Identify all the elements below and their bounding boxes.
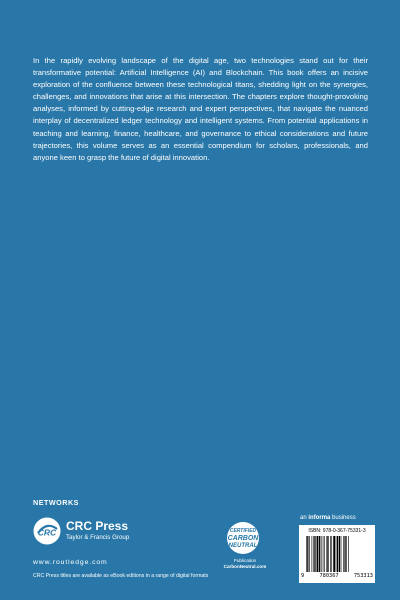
carbon-caption: Publication — [233, 558, 257, 563]
publisher-website: www.routledge.com — [33, 559, 108, 566]
informa-suffix: business — [332, 515, 356, 521]
barcode-bar — [331, 536, 332, 572]
barcode-bar — [323, 536, 324, 572]
barcode-bar — [324, 536, 325, 572]
barcode-bar — [321, 536, 322, 572]
barcode-bar — [337, 536, 338, 572]
book-description: In the rapidly evolving landscape of the digital age, two technologies stand out for their transformative potential: Artificial Intelligence (AI) and Blockchain. This book offers an incisive exploration of the confluence between these technological titans, shedding light on the synergies, challenges, and innovations that arise at this intersection. The chapters explore thought-provoking analyses, informed by cutting-edge research and expert perspectives, that navigate the nuanced interplay of decentralized ledger technology and intelligent systems. From potential applications in teaching and learning, finance, healthcare, and governance to ethical considerations and future trajectories, this volume serves as an essential compendium for scholars, professionals, and anyone keen to grasp the future of digital innovation. — [33, 56, 368, 162]
barcode-digit-group-1: 780367 — [319, 573, 339, 579]
informa-prefix: an — [300, 515, 307, 521]
barcode-bar — [306, 536, 307, 572]
barcode-bar — [328, 536, 329, 572]
carbon-badge-main: CARBON — [227, 535, 259, 542]
carbon-badge-top: CERTIFIED — [229, 528, 257, 534]
barcode-digit-group-2: 753313 — [353, 573, 373, 579]
carbon-url: CarbonNeutral.com — [223, 564, 267, 569]
informa-brand: informa — [308, 515, 331, 521]
series-label: NETWORKS — [33, 498, 79, 507]
barcode — [299, 525, 375, 583]
barcode-bar — [330, 536, 331, 572]
barcode-bar — [317, 536, 319, 572]
barcode-bar — [336, 536, 337, 572]
publisher-group: Taylor & Francis Group — [66, 534, 130, 541]
informa-tagline — [300, 515, 356, 521]
barcode-bar — [339, 536, 340, 572]
barcode-bar — [341, 536, 342, 572]
crc-logo-text: CRC — [37, 527, 57, 538]
barcode-digit-prefix: 9 — [301, 573, 305, 579]
barcode-bar — [315, 536, 316, 572]
barcode-bar — [343, 536, 344, 572]
barcode-bar — [344, 536, 345, 572]
barcode-bar — [319, 536, 320, 572]
publisher-name: CRC Press — [66, 519, 129, 533]
barcode-bar — [312, 536, 313, 572]
barcode-bar — [326, 536, 327, 572]
barcode-bar — [333, 536, 335, 572]
barcode-digits — [299, 573, 375, 579]
crc-logo-icon — [33, 517, 61, 545]
carbon-neutral-badge-icon — [226, 521, 260, 555]
barcode-bar — [307, 536, 308, 572]
ebook-note: CRC Press titles are available as eBook editions in a range of digital formats — [33, 573, 209, 579]
barcode-bar — [313, 536, 314, 572]
isbn-text: ISBN: 978-0-367-75331-3 — [308, 528, 366, 534]
barcode-bar — [348, 536, 349, 572]
barcode-bars-icon — [306, 536, 368, 572]
barcode-bar — [346, 536, 347, 572]
carbon-badge-sub: NEUTRAL — [228, 543, 258, 549]
barcode-bar — [309, 536, 310, 572]
